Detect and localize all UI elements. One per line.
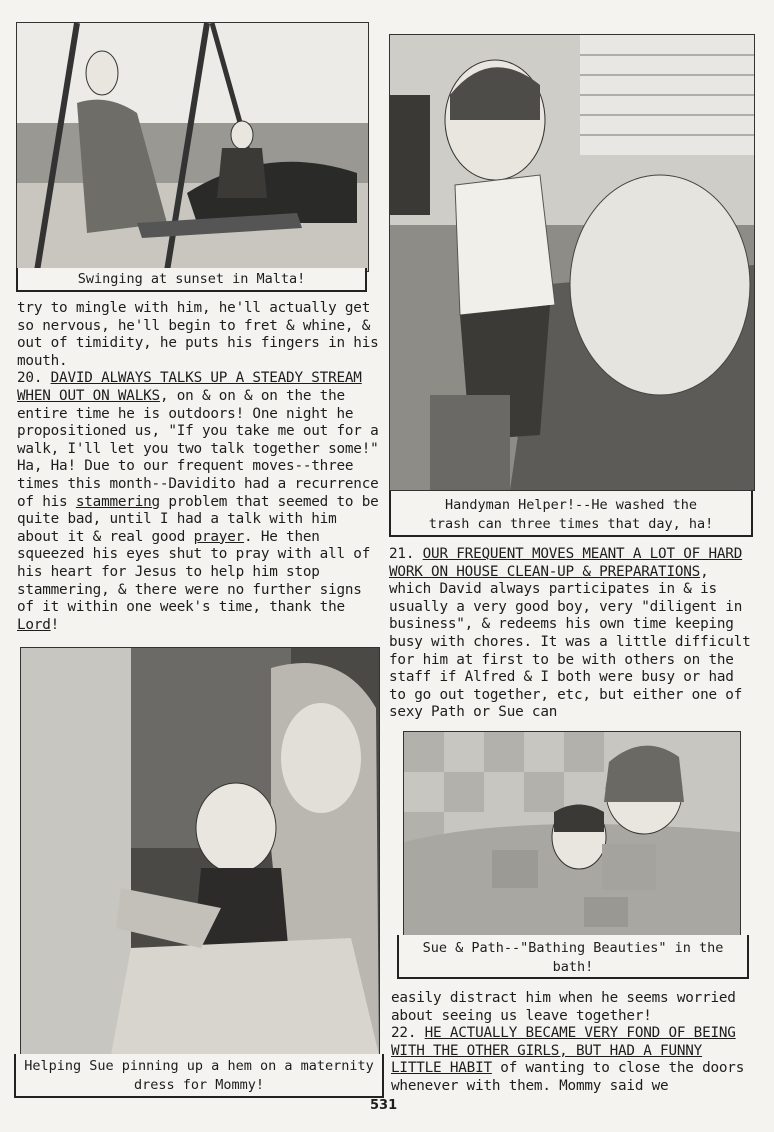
handyman-photo bbox=[389, 34, 755, 491]
left-paragraph-1: try to mingle with him, he'll actually get so nervous, he'll begin to fret & whine, & out of timidity, he puts his fingers in his mouth. bbox=[17, 300, 379, 369]
swing-caption: Swinging at sunset in Malta! bbox=[16, 268, 367, 292]
handyman-caption: Handyman Helper!--He washed the trash can three times that day, ha! bbox=[389, 491, 753, 537]
heading-20: DAVID ALWAYS TALKS UP A STEADY STREAM WHEN OUT ON WALKS bbox=[17, 370, 362, 404]
right-paragraph-21: 21. OUR FREQUENT MOVES MEANT A LOT OF HARD WORK ON HOUSE CLEAN-UP & PREPARATIONS, which David always participates in & is usually a very good boy, very "diligent in business", & redeems his own time keeping busy with chores. It was a little difficult for him at first to be with others on the staff if Alfred & I both were busy or had to go out together, etc, but either one of sexy Path or Sue can bbox=[389, 546, 751, 721]
left-paragraph-20: 20. DAVID ALWAYS TALKS UP A STEADY STREAM WHEN OUT ON WALKS, on & on & on the the entire time he is outdoors! One night he propositioned us, "If you take me out for a walk, I'll let you two talk together some!" Ha, Ha! Due to our frequent moves--three times this month--Davidito had a recurrence of his stammering problem that seemed to be quite bad, until I had a talk with him about it & real good prayer. He then squeezed his eyes shut to pray with all of his heart for Jesus to help him stop stammering, & there were no further signs of it within one week's time, thank the Lord! bbox=[17, 370, 379, 633]
sewing-photo bbox=[20, 647, 380, 1056]
bath-caption: Sue & Path--"Bathing Beauties" in the bath! bbox=[397, 935, 749, 979]
page-number: 531 bbox=[370, 1098, 398, 1113]
right-column-text-bottom bbox=[391, 990, 757, 1096]
right-paragraph-22: 22. HE ACTUALLY BECAME VERY FOND OF BEING WITH THE OTHER GIRLS, BUT HAD A FUNNY LITTLE HABIT of wanting to close the doors whenever with them. Mommy said we bbox=[391, 1025, 745, 1094]
bath-photo bbox=[403, 731, 741, 938]
sewing-caption: Helping Sue pinning up a hem on a maternity dress for Mommy! bbox=[14, 1054, 384, 1098]
right-paragraph-continued: easily distract him when he seems worried about seeing us leave together! bbox=[391, 990, 736, 1024]
heading-22: HE ACTUALLY BECAME VERY FOND OF BEING WITH THE OTHER GIRLS, BUT HAD A FUNNY LITTLE HABIT bbox=[391, 1025, 736, 1077]
swing-photo bbox=[16, 22, 369, 272]
right-column-text-top bbox=[389, 546, 757, 722]
left-column-text bbox=[17, 300, 383, 634]
heading-21: OUR FREQUENT MOVES MEANT A LOT OF HARD WORK ON HOUSE CLEAN-UP & PREPARATIONS bbox=[389, 546, 743, 580]
